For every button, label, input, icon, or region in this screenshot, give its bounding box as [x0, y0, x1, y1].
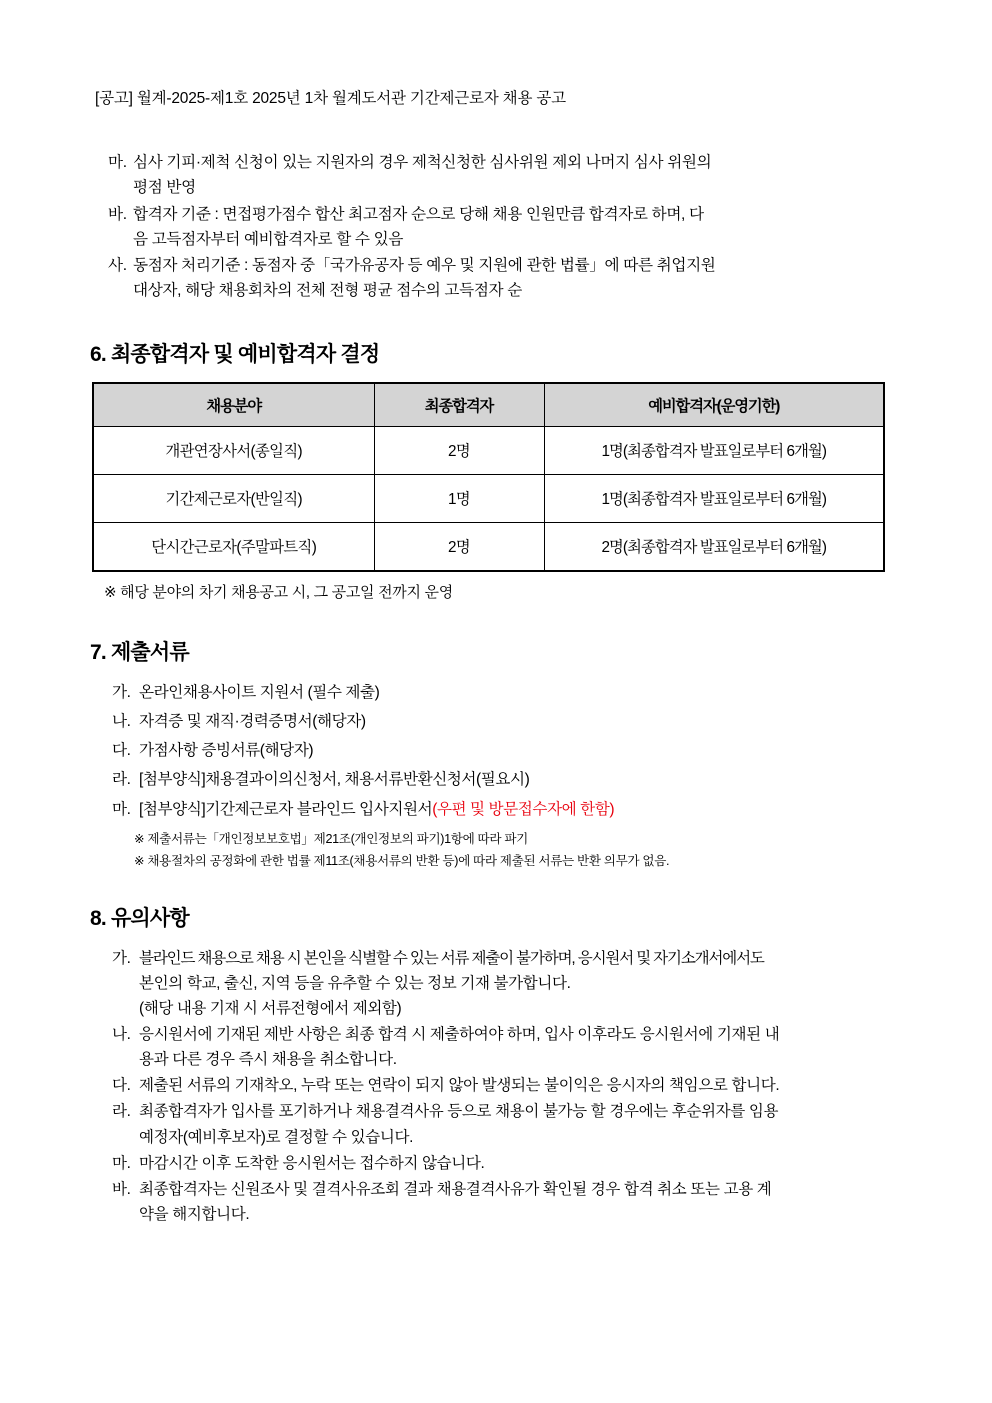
table-cell-reserve: 2명(최종합격자 발표일로부터 6개월): [544, 522, 884, 571]
list-item: [112, 738, 908, 763]
final-pass-table: [92, 382, 885, 572]
list-text: [133, 150, 908, 201]
list-marker: 마.: [108, 154, 127, 171]
list-text: [139, 946, 908, 1021]
list-line: 합격자 기준 : 면접평가점수 합산 최고점자 순으로 당해 채용 인원만큼 합격자로 하며, 다: [133, 205, 704, 223]
list-text-plain: [첨부양식]기간제근로자 블라인드 입사지원서: [139, 800, 433, 818]
table-cell-final-count: 2명: [374, 426, 544, 474]
list-item: [112, 1073, 908, 1098]
continued-criteria-list: [108, 150, 908, 304]
list-item: [112, 680, 908, 705]
list-text: [첨부양식]채용결과이의신청서, 채용서류반환신청서(필요시): [139, 771, 530, 789]
list-text-emphasis: (우편 및 방문접수자에 한함): [432, 800, 615, 818]
list-line: 동점자 처리기준 : 동점자 중「국가유공자 등 예우 및 지원에 관한 법률」에 따른 취업지원: [133, 257, 716, 274]
list-text: [139, 1022, 908, 1072]
list-marker: 마.: [112, 800, 131, 818]
list-text: 제출된 서류의 기재착오, 누락 또는 연락이 되지 않아 발생되는 불이익은 응시자의 책임으로 합니다.: [139, 1077, 780, 1095]
list-text: [133, 253, 908, 304]
table-cell-final-count: 1명: [374, 474, 544, 522]
list-item: [112, 1177, 908, 1227]
table-cell-reserve: 1명(최종합격자 발표일로부터 6개월): [544, 426, 884, 474]
fine-note: ※ 채용절차의 공정화에 관한 법률 제11조(채용서류의 반환 등)에 따라 제출된 서류는 반환 의무가 없음.: [134, 854, 670, 869]
required-documents-list: [112, 680, 908, 822]
table-header-cell: 채용분야: [93, 383, 374, 427]
list-line: 예정자(예비후보자)로 결정할 수 있습니다.: [139, 1128, 414, 1146]
list-text: [139, 1177, 908, 1227]
list-line: 용과 다른 경우 즉시 채용을 취소합니다.: [139, 1051, 397, 1069]
list-line: 심사 기피·제척 신청이 있는 지원자의 경우 제척신청한 심사위원 제외 나머지 심사 위원의: [133, 154, 712, 171]
list-line: 음 고득점자부터 예비합격자로 할 수 있음: [133, 230, 404, 248]
list-marker: 나.: [112, 712, 131, 730]
list-line: 최종합격자는 신원조사 및 결격사유조회 결과 채용결격사유가 확인될 경우 합격 취소 또는 고용 계: [139, 1180, 772, 1198]
table-cell-field: 기간제근로자(반일직): [93, 474, 374, 522]
list-line: 최종합격자가 입사를 포기하거나 채용결격사유 등으로 채용이 불가능 할 경우에는 후순위자를 임용: [139, 1103, 779, 1121]
list-line: 본인의 학교, 출신, 지역 등을 유추할 수 있는 정보 기재 불가합니다.: [139, 974, 571, 992]
list-item: [112, 797, 908, 822]
table-cell-field: 개관연장사서(종일직): [93, 426, 374, 474]
list-text: [139, 1099, 908, 1149]
notices-list: [112, 946, 908, 1227]
list-item: [112, 767, 908, 792]
list-marker: 바.: [108, 205, 127, 223]
table-row: [93, 426, 884, 474]
table-header-cell: 예비합격자(운영기한): [544, 383, 884, 427]
list-item: [112, 1099, 908, 1149]
list-marker: 라.: [112, 771, 131, 789]
table-cell-final-count: 2명: [374, 522, 544, 571]
list-text: 가점사항 증빙서류(해당자): [139, 742, 314, 759]
list-line: 응시원서에 기재된 제반 사항은 최종 합격 시 제출하여야 하며, 입사 이후라도 응시원서에 기재된 내: [139, 1026, 780, 1044]
list-item: [108, 150, 908, 201]
list-text: [133, 202, 908, 253]
list-marker: 다.: [112, 742, 131, 759]
table-cell-reserve: 1명(최종합격자 발표일로부터 6개월): [544, 474, 884, 522]
table-row: [93, 522, 884, 571]
table-footnote: ※ 해당 분야의 차기 채용공고 시, 그 공고일 전까지 운영: [104, 583, 453, 601]
list-text: 마감시간 이후 도착한 응시원서는 접수하지 않습니다.: [139, 1154, 485, 1172]
list-sub-line: (해당 내용 기재 시 서류전형에서 제외함): [139, 1000, 402, 1017]
list-item: [112, 1022, 908, 1072]
list-item: [112, 1151, 908, 1176]
list-marker: 마.: [112, 1154, 131, 1172]
list-marker: 다.: [112, 1077, 131, 1095]
list-text: 자격증 및 재직·경력증명서(해당자): [139, 712, 366, 730]
list-text: [139, 797, 908, 822]
table-cell-field: 단시간근로자(주말파트직): [93, 522, 374, 571]
list-marker: 바.: [112, 1180, 131, 1198]
section-heading-6: 6. 최종합격자 및 예비합격자 결정: [90, 342, 380, 366]
list-marker: 가.: [112, 683, 131, 701]
section-heading-8: 8. 유의사항: [90, 906, 189, 930]
list-marker: 나.: [112, 1026, 131, 1044]
list-item: [112, 709, 908, 734]
list-line: 대상자, 해당 채용회차의 전체 전형 평균 점수의 고득점자 순: [133, 282, 522, 300]
list-line: 블라인드 채용으로 채용 시 본인을 식별할 수 있는 서류 제출이 불가하며, 응시원서 및 자기소개서에서도: [139, 949, 764, 967]
document-header: [공고] 월계-2025-제1호 2025년 1차 월계도서관 기간제근로자 채용 공고: [95, 90, 566, 107]
list-marker: 사.: [108, 257, 127, 274]
list-item: [112, 946, 908, 1021]
table-row: [93, 474, 884, 522]
submission-fine-notes: [134, 830, 908, 872]
fine-note: ※ 제출서류는「개인정보보호법」제21조(개인정보의 파기)1항에 따라 파기: [134, 831, 528, 846]
table-header-row: [93, 383, 884, 427]
section-heading-7: 7. 제출서류: [90, 640, 189, 664]
list-item: [108, 253, 908, 304]
list-line: 약을 해지합니다.: [139, 1205, 250, 1223]
table-header-cell: 최종합격자: [374, 383, 544, 427]
list-marker: 가.: [112, 949, 131, 967]
list-marker: 라.: [112, 1103, 131, 1121]
list-text: 온라인채용사이트 지원서 (필수 제출): [139, 683, 380, 701]
list-item: [108, 202, 908, 253]
list-line: 평점 반영: [133, 179, 196, 197]
